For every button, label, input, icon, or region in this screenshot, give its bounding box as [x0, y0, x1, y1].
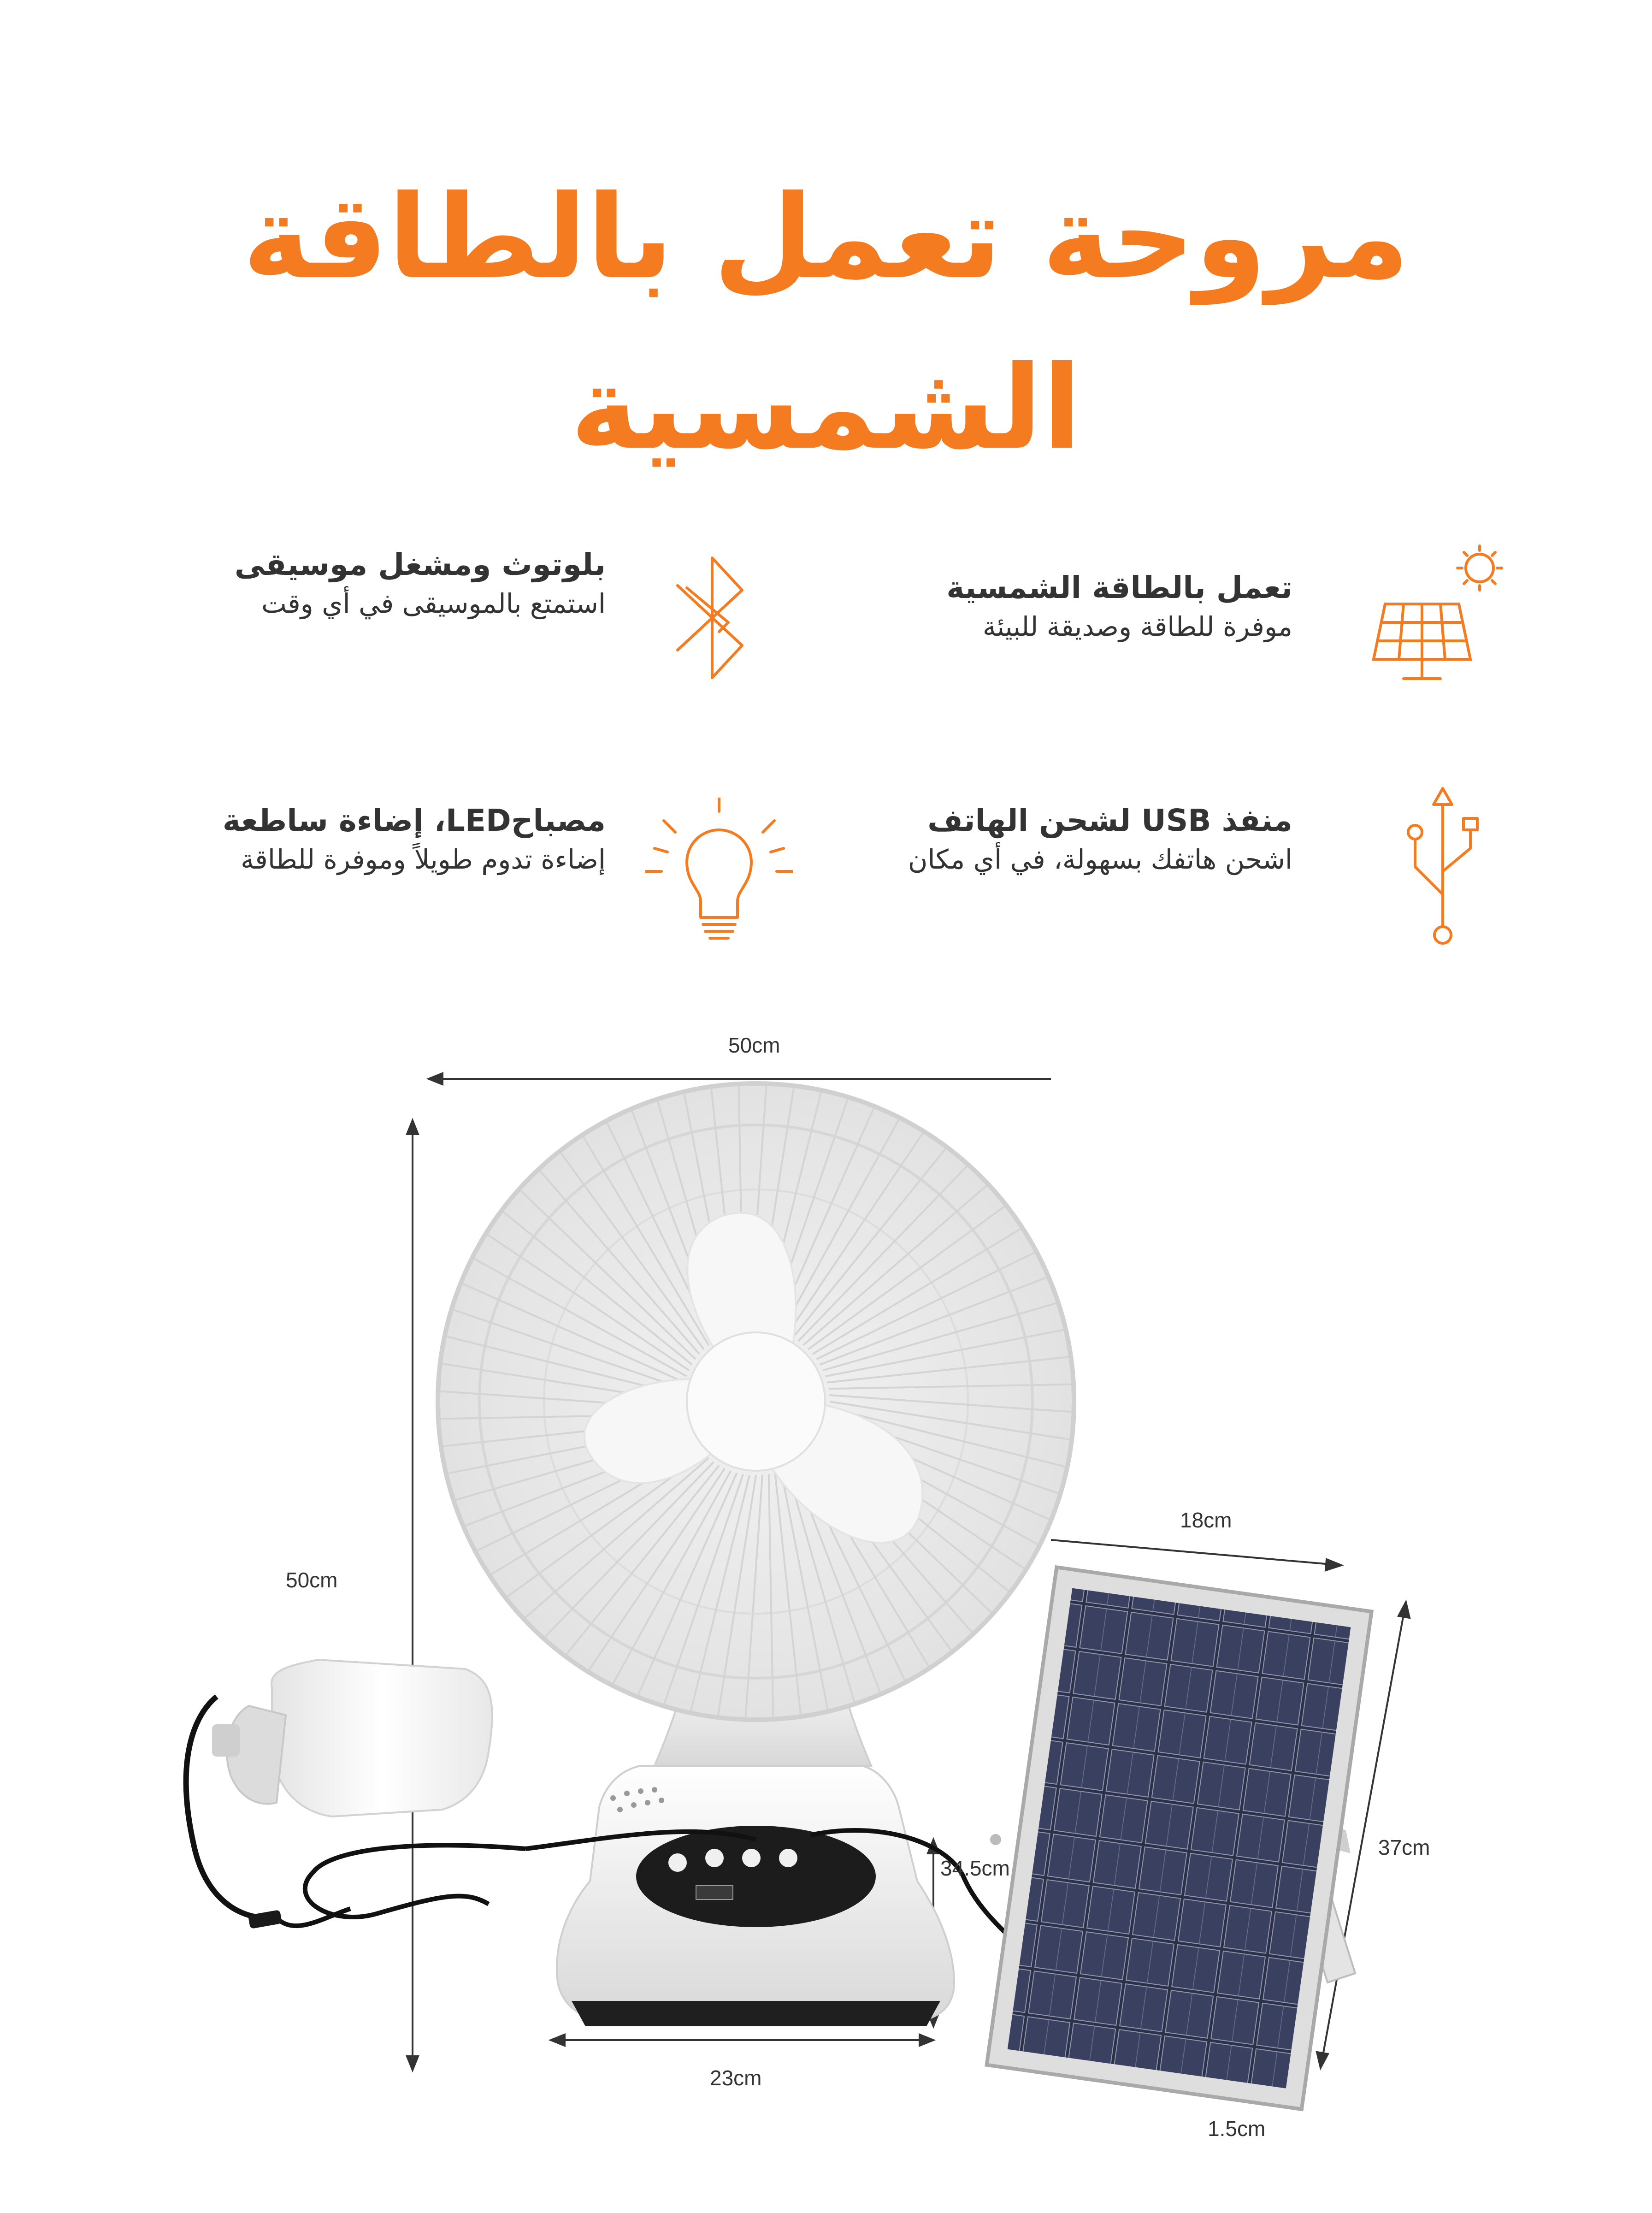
dim-panel-width: 18cm	[1180, 1508, 1232, 1532]
dim-base-height: 34.5cm	[940, 1856, 1010, 1880]
feature-usb-title: منفذ USB لشحن الهاتف	[927, 803, 1292, 838]
solar-panel	[987, 1567, 1372, 2109]
dim-fan-width: 50cm	[728, 1033, 780, 1057]
dim-base-width: 23cm	[710, 2066, 762, 2090]
title-line-1: مروحة تعمل بالطاقة	[242, 170, 1410, 304]
dim-panel-height: 37cm	[1378, 1835, 1430, 1859]
title-line-2: الشمسية	[570, 341, 1082, 475]
feature-solar-desc: موفرة للطاقة وصديقة للبيئة	[982, 611, 1292, 642]
feature-solar-title: تعمل بالطاقة الشمسية	[946, 570, 1292, 605]
feature-led-title: مصباحLED، إضاءة ساطعة	[222, 803, 606, 838]
feature-bluetooth-title: بلوتوث ومشغل موسيقى	[234, 547, 606, 582]
dim-panel-depth: 1.5cm	[1208, 2117, 1266, 2141]
fan-head	[438, 1083, 1074, 1720]
feature-led-desc: إضاءة تدوم طويلاً وموفرة للطاقة	[241, 844, 606, 875]
dim-fan-height: 50cm	[286, 1568, 338, 1592]
feature-usb-desc: اشحن هاتفك بسهولة، في أي مكان	[908, 844, 1292, 875]
feature-bluetooth-desc: استمتع بالموسيقى في أي وقت	[261, 588, 606, 619]
led-bulb	[186, 1660, 525, 1929]
